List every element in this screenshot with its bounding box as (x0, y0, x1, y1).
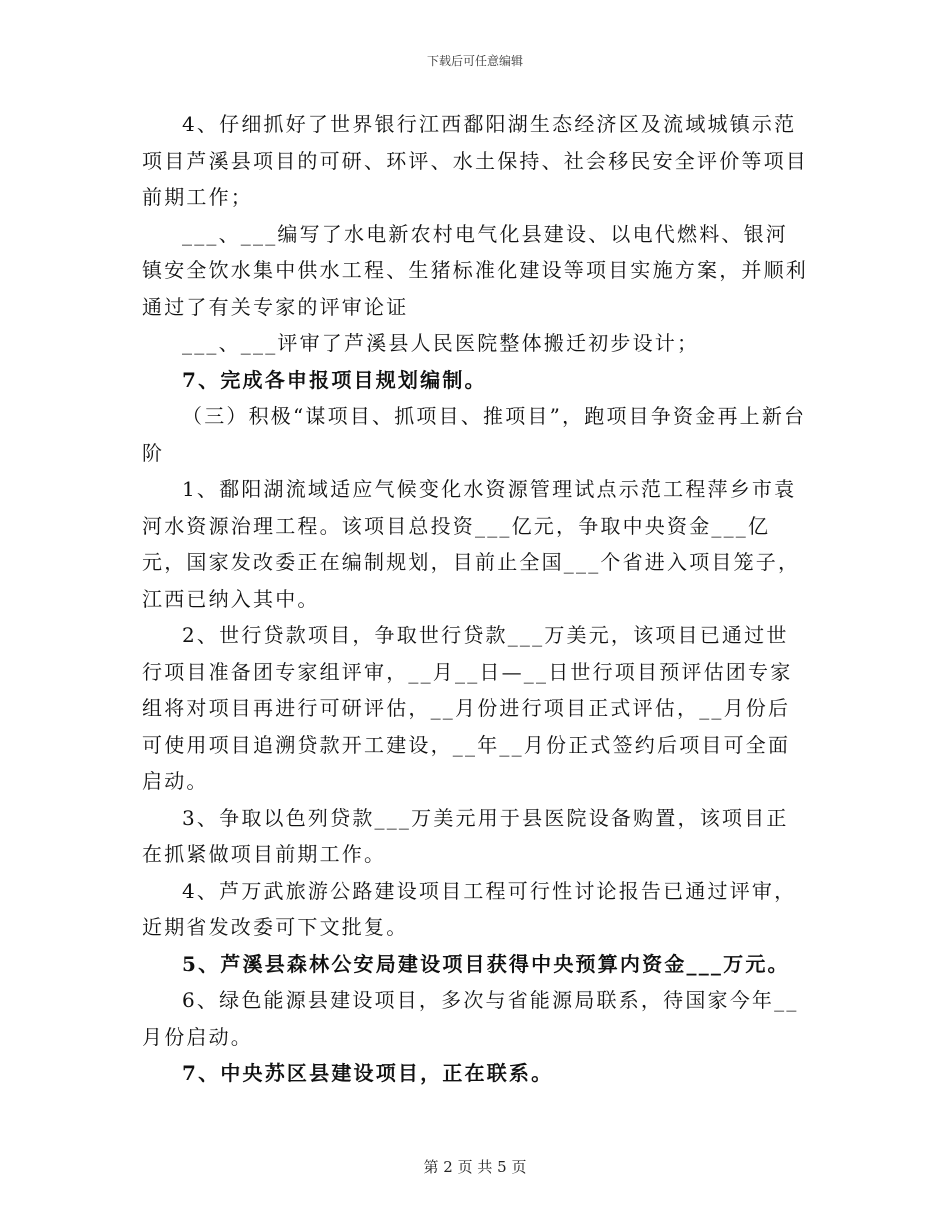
paragraph: 6、绿色能源县建设项目，多次与省能源局联系，待国家今年__月份启动。 (142, 988, 799, 1049)
paragraph-heading: 7、中央苏区县建设项目，正在联系。 (182, 1061, 554, 1085)
paragraph: 3、争取以色列贷款___万美元用于县医院设备购置，该项目正在抓紧做项目前期工作。 (142, 805, 789, 866)
document-body (142, 106, 808, 1092)
paragraph: 4、仔细抓好了世界银行江西鄱阳湖生态经济区及流域城镇示范项目芦溪县项目的可研、环评、水土保持、社会移民安全评价等项目前期工作； (142, 112, 808, 209)
paragraph: 4、芦万武旅游公路建设项目工程可行性讨论报告已通过评审，近期省发改委可下文批复。 (142, 878, 797, 939)
paragraph: ___、___评审了芦溪县人民医院整体搬迁初步设计； (182, 331, 700, 355)
page-number: 第 2 页 共 5 页 (423, 1158, 527, 1176)
page-header: 下载后可任意编辑 (426, 54, 523, 68)
paragraph: 2、世行贷款项目，争取世行贷款___万美元，该项目已通过世行项目准备团专家组评审，__月__日—__日世行项目预评估团专家组将对项目再进行可研评估，__月份进行项目正式评估，__月份后可使用项目追溯贷款开工建设，__年__月份正式签约后项目可全面启动。 (142, 623, 793, 793)
paragraph-heading: 7、完成各申报项目规划编制。 (182, 367, 487, 392)
paragraph: 1、鄱阳湖流域适应气候变化水资源管理试点示范工程萍乡市袁河水资源治理工程。该项目总投资___亿元，争取中央资金___亿元，国家发改委正在编制规划，目前止全国___个省进入项目笼子，江西已纳入其中。 (142, 477, 801, 611)
paragraph-heading: 5、芦溪县森林公安局建设项目获得中央预算内资金___万元。 (182, 951, 790, 976)
section-heading: （三）积极“谋项目、抓项目、推项目”，跑项目争资金再上新台阶 (142, 404, 807, 465)
paragraph: ___、___编写了水电新农村电气化县建设、以电代燃料、银河镇安全饮水集中供水工程、生猪标准化建设等项目实施方案，并顺利通过了有关专家的评审论证 (142, 221, 808, 319)
